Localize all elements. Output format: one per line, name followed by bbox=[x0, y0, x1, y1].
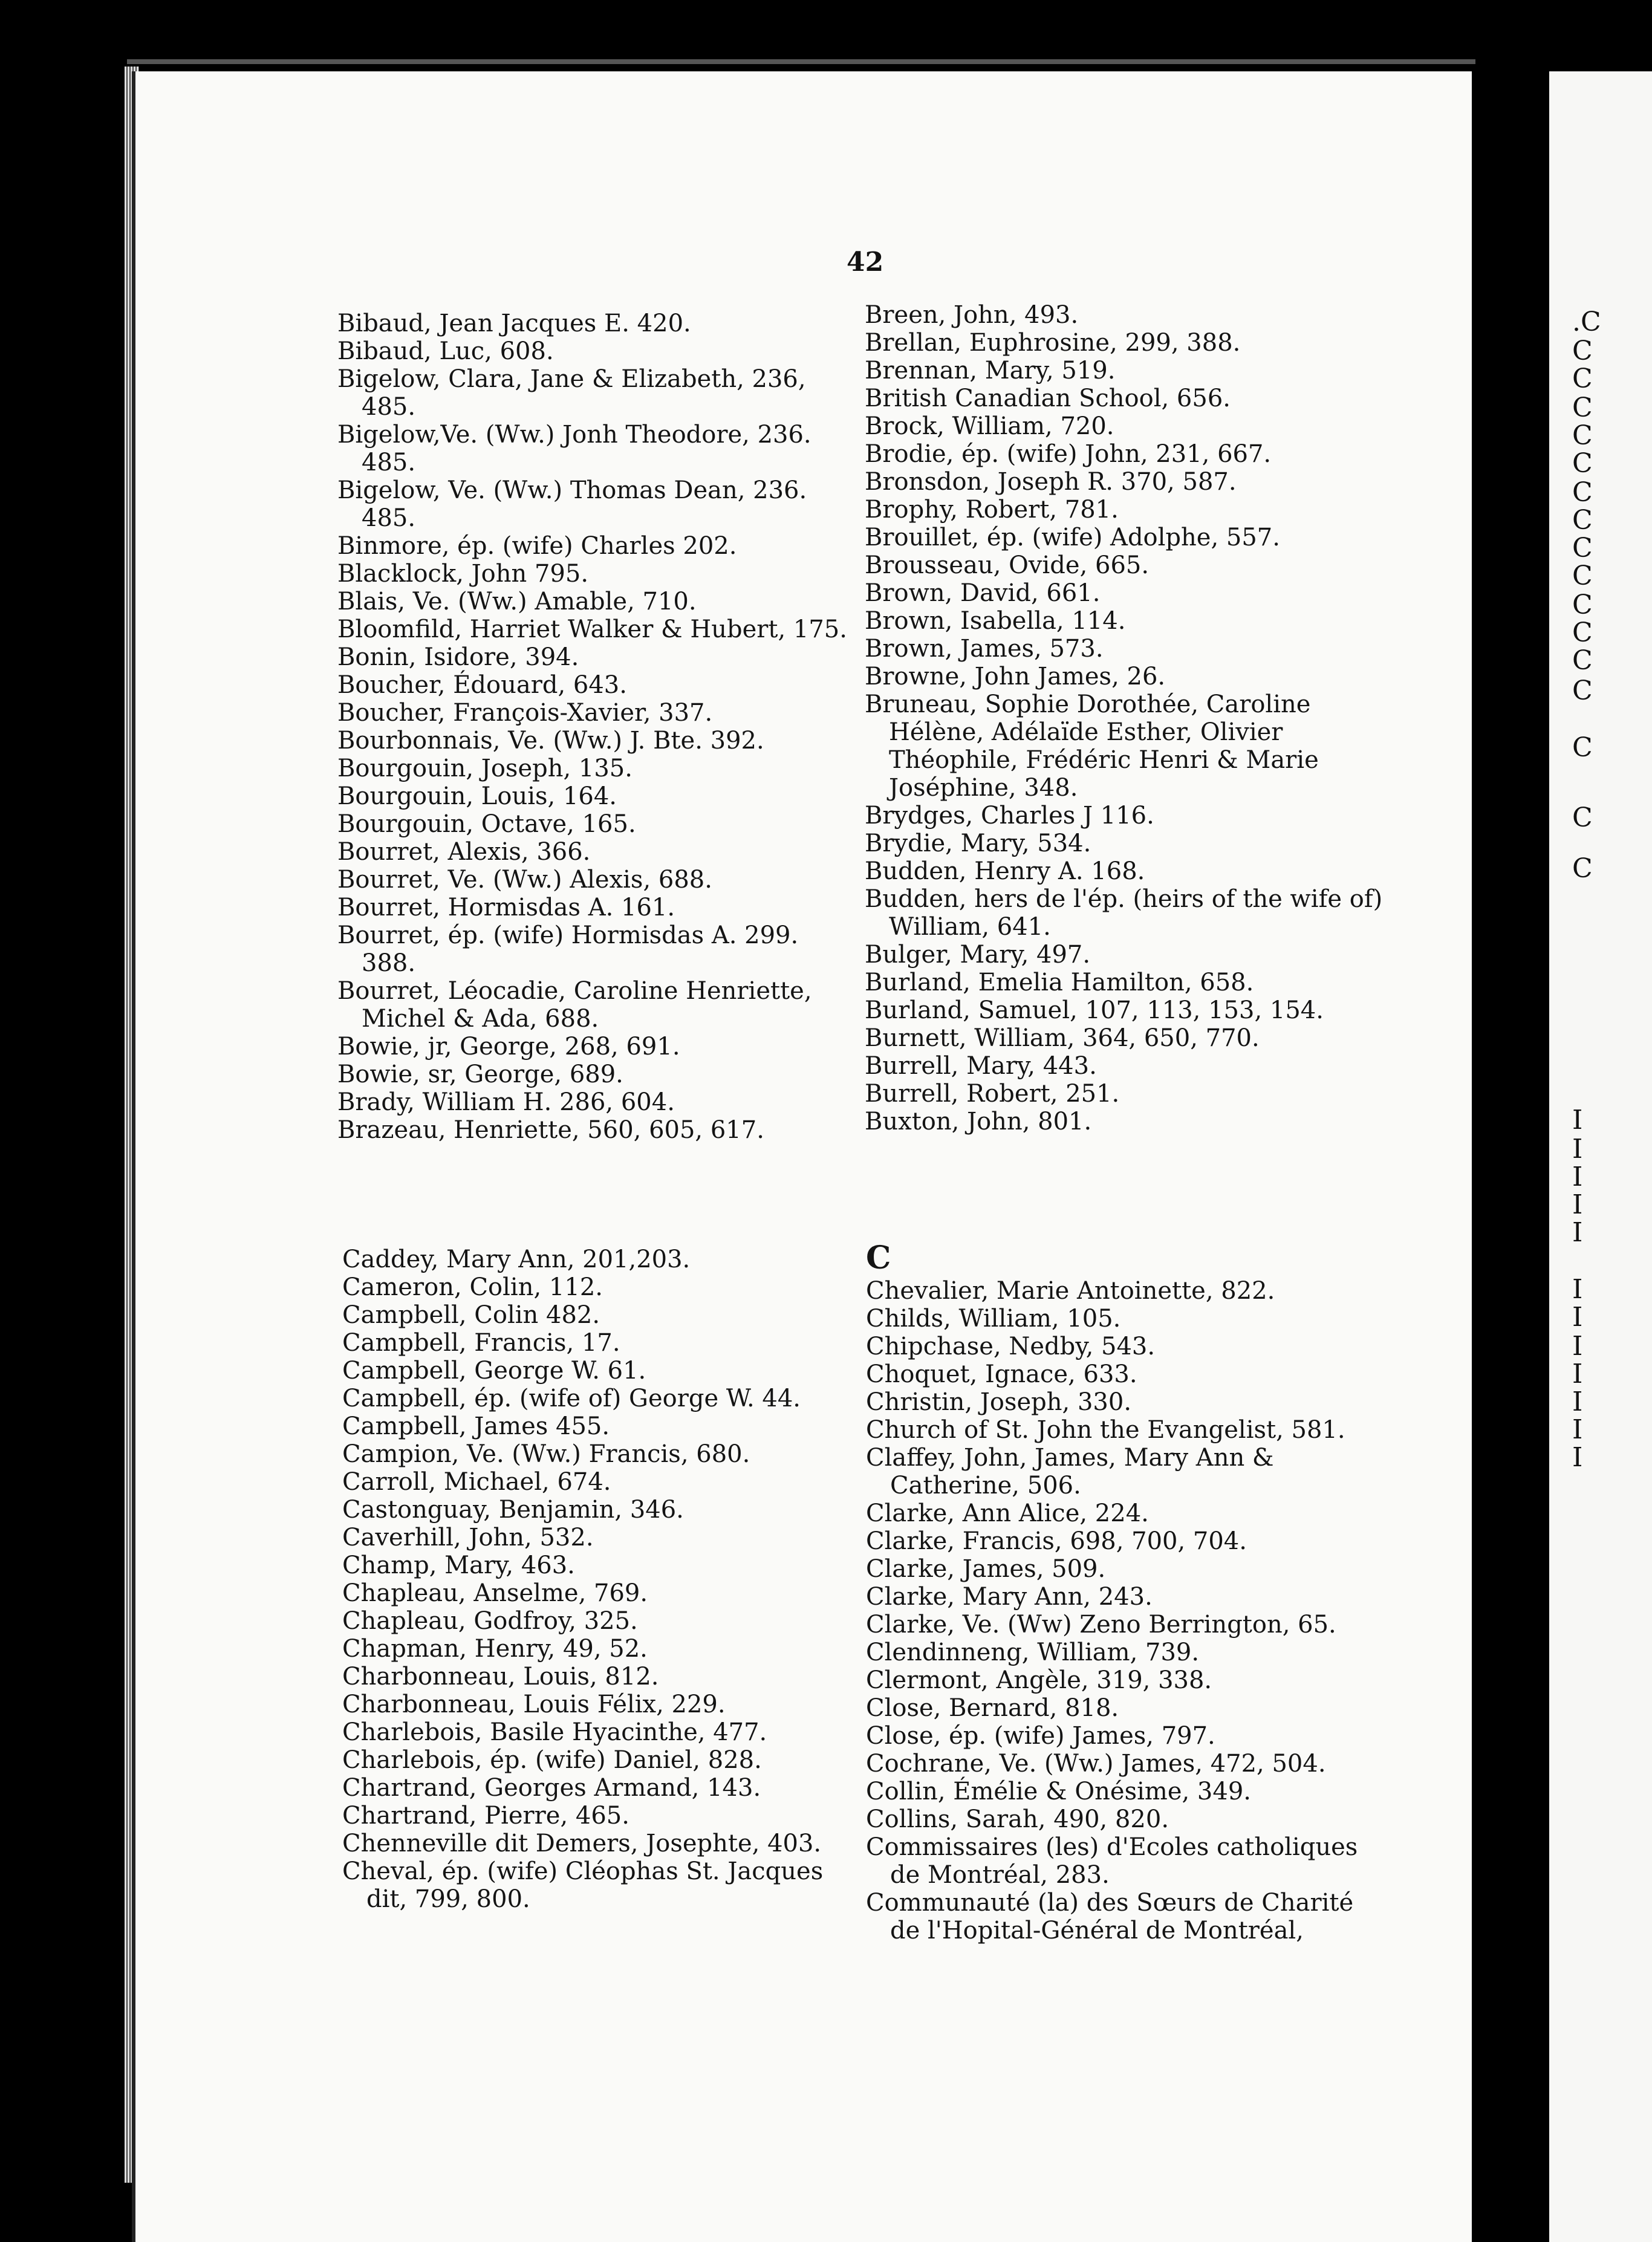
facing-page-fragment: I bbox=[1572, 1134, 1583, 1165]
index-entries-right-bottom bbox=[866, 1277, 1386, 1945]
index-entry: Childs, William, 105. bbox=[866, 1305, 1121, 1333]
index-entry: Brock, William, 720. bbox=[865, 412, 1114, 440]
index-entry: Bibaud, Jean Jacques E. 420. bbox=[337, 310, 691, 337]
facing-page-fragment: I bbox=[1572, 1105, 1583, 1136]
facing-page-fragment: I bbox=[1572, 1217, 1583, 1248]
index-entry: Communauté (la) des Sœurs de Charité de l'Hopital-Général de Montréal, bbox=[866, 1889, 1354, 1945]
index-entry: Cochrane, Ve. (Ww.) James, 472, 504. bbox=[866, 1750, 1326, 1778]
index-entry: Burland, Samuel, 107, 113, 153, 154. bbox=[865, 996, 1324, 1024]
facing-page-fragment: C bbox=[1572, 675, 1593, 706]
index-entry: Claffey, John, James, Mary Ann & Catherine, 506. bbox=[866, 1444, 1274, 1500]
facing-page-fragment: I bbox=[1572, 1442, 1583, 1473]
index-column-left-top bbox=[337, 310, 857, 1144]
index-entry: Choquet, Ignace, 633. bbox=[866, 1360, 1137, 1388]
index-entry: Carroll, Michael, 674. bbox=[342, 1468, 611, 1496]
facing-page-fragment: C bbox=[1572, 732, 1593, 763]
index-entry: Boucher, François-Xavier, 337. bbox=[337, 699, 713, 727]
index-entry: Brousseau, Ovide, 665. bbox=[865, 551, 1150, 579]
index-entry: Bourgouin, Louis, 164. bbox=[337, 782, 617, 810]
index-entry: Campbell, ép. (wife of) George W. 44. bbox=[342, 1385, 801, 1412]
index-entry: Clarke, James, 509. bbox=[866, 1555, 1106, 1583]
index-entry: Bulger, Mary, 497. bbox=[865, 941, 1091, 969]
index-entry: Buxton, John, 801. bbox=[865, 1108, 1092, 1136]
index-entry: Bourret, Alexis, 366. bbox=[337, 838, 591, 866]
index-entry: Charlebois, Basile Hyacinthe, 477. bbox=[342, 1718, 767, 1746]
index-entry: Cheval, ép. (wife) Cléophas St. Jacques dit, 799, 800. bbox=[342, 1857, 824, 1913]
index-entry: Campbell, Colin 482. bbox=[342, 1301, 600, 1329]
index-entry: Charlebois, ép. (wife) Daniel, 828. bbox=[342, 1746, 762, 1774]
index-entry: Chenneville dit Demers, Josephte, 403. bbox=[342, 1830, 822, 1857]
index-entry: Boucher, Édouard, 643. bbox=[337, 671, 627, 699]
facing-page-fragment: I bbox=[1572, 1386, 1583, 1417]
index-entry: Campbell, Francis, 17. bbox=[342, 1329, 620, 1357]
facing-page-edge bbox=[1549, 71, 1652, 2242]
index-entry: Clarke, Mary Ann, 243. bbox=[866, 1583, 1153, 1611]
index-entry: Collin, Émélie & Onésime, 349. bbox=[866, 1778, 1251, 1805]
index-entry: Bourret, Hormisdas A. 161. bbox=[337, 894, 675, 921]
index-entry: Chapman, Henry, 49, 52. bbox=[342, 1635, 648, 1663]
index-entry: Budden, hers de l'ép. (heirs of the wife of) William, 641. bbox=[865, 885, 1383, 941]
index-entry: Bronsdon, Joseph R. 370, 587. bbox=[865, 468, 1237, 496]
index-entry: Burland, Emelia Hamilton, 658. bbox=[865, 969, 1254, 996]
index-entry: Brellan, Euphrosine, 299, 388. bbox=[865, 329, 1241, 357]
index-entry: Brophy, Robert, 781. bbox=[865, 496, 1119, 524]
index-entry: Brazeau, Henriette, 560, 605, 617. bbox=[337, 1116, 764, 1144]
index-column-left-bottom bbox=[342, 1246, 862, 1913]
index-entry: Caddey, Mary Ann, 201,203. bbox=[342, 1246, 691, 1273]
index-entry: Chartrand, Pierre, 465. bbox=[342, 1802, 629, 1830]
index-entry: Bourret, Ve. (Ww.) Alexis, 688. bbox=[337, 866, 712, 894]
index-entry: Bowie, sr, George, 689. bbox=[337, 1061, 623, 1088]
facing-page-fragment: C bbox=[1572, 645, 1593, 676]
index-entry: Brown, David, 661. bbox=[865, 579, 1101, 607]
index-entry: Clermont, Angèle, 319, 338. bbox=[866, 1666, 1212, 1694]
index-entry: Browne, John James, 26. bbox=[865, 663, 1166, 690]
facing-page-fragment: C bbox=[1572, 505, 1593, 536]
index-column-right-top bbox=[865, 301, 1385, 1136]
index-entry: Blais, Ve. (Ww.) Amable, 710. bbox=[337, 588, 697, 616]
facing-page-fragment: C bbox=[1572, 392, 1593, 423]
facing-page-fragment: C bbox=[1572, 590, 1593, 620]
index-entry: Bourgouin, Octave, 165. bbox=[337, 810, 636, 838]
facing-page-fragment: C bbox=[1572, 560, 1593, 591]
facing-page-fragment: C bbox=[1572, 448, 1593, 479]
index-entry: Commissaires (les) d'Ecoles catholiques de Montréal, 283. bbox=[866, 1833, 1358, 1889]
index-entry: Chapleau, Godfroy, 325. bbox=[342, 1607, 638, 1635]
index-entry: Clarke, Ve. (Ww) Zeno Berrington, 65. bbox=[866, 1611, 1336, 1639]
facing-page-fragment: I bbox=[1572, 1302, 1583, 1333]
index-entry: Chartrand, Georges Armand, 143. bbox=[342, 1774, 761, 1802]
facing-page-fragment: C bbox=[1572, 802, 1593, 833]
index-entry: Brown, Isabella, 114. bbox=[865, 607, 1126, 635]
index-entry: Campbell, George W. 61. bbox=[342, 1357, 646, 1385]
index-entry: Bowie, jr, George, 268, 691. bbox=[337, 1033, 680, 1061]
facing-page-fragment: C bbox=[1572, 363, 1593, 394]
index-entry: Clarke, Francis, 698, 700, 704. bbox=[866, 1527, 1247, 1555]
index-entry: Campbell, James 455. bbox=[342, 1412, 610, 1440]
index-entry: Bruneau, Sophie Dorothée, Caroline Hélène, Adélaïde Esther, Olivier Théophile, Frédéric Henri & Marie Joséphine, 348. bbox=[865, 690, 1319, 802]
index-entry: Blacklock, John 795. bbox=[337, 560, 589, 588]
facing-page-fragment: C bbox=[1572, 420, 1593, 451]
index-entry: Brown, James, 573. bbox=[865, 635, 1104, 663]
index-entry: Bigelow, Ve. (Ww.) Thomas Dean, 236. 485. bbox=[337, 476, 807, 532]
facing-page-fragment: C bbox=[1572, 617, 1593, 648]
index-entry: Chapleau, Anselme, 769. bbox=[342, 1579, 648, 1607]
index-column-right-bottom bbox=[866, 1241, 1386, 1945]
facing-page-fragment: C bbox=[1572, 853, 1593, 884]
index-entry: Chevalier, Marie Antoinette, 822. bbox=[866, 1277, 1275, 1305]
facing-page-fragment: I bbox=[1572, 1162, 1583, 1192]
index-entry: Burrell, Robert, 251. bbox=[865, 1080, 1120, 1108]
facing-page-fragment: I bbox=[1572, 1359, 1583, 1389]
index-entry: Bourret, Léocadie, Caroline Henriette, Michel & Ada, 688. bbox=[337, 977, 812, 1033]
index-entry: Clendinneng, William, 739. bbox=[866, 1639, 1200, 1666]
index-entry: Castonguay, Benjamin, 346. bbox=[342, 1496, 684, 1524]
index-entry: Champ, Mary, 463. bbox=[342, 1552, 575, 1579]
index-entry: Brennan, Mary, 519. bbox=[865, 357, 1116, 385]
index-entry: Bigelow, Clara, Jane & Elizabeth, 236, 485. bbox=[337, 365, 806, 421]
index-entry: Bourgouin, Joseph, 135. bbox=[337, 755, 633, 782]
index-entry: Caverhill, John, 532. bbox=[342, 1524, 594, 1552]
index-entry: Christin, Joseph, 330. bbox=[866, 1388, 1132, 1416]
facing-page-fragment: I bbox=[1572, 1414, 1583, 1445]
index-entry: Bourbonnais, Ve. (Ww.) J. Bte. 392. bbox=[337, 727, 764, 755]
index-entry: Brydges, Charles J 116. bbox=[865, 802, 1154, 830]
index-entry: Brydie, Mary, 534. bbox=[865, 830, 1091, 857]
index-entry: Bourret, ép. (wife) Hormisdas A. 299. 388. bbox=[337, 921, 799, 977]
facing-page-fragment: I bbox=[1572, 1189, 1583, 1220]
index-entry: Chipchase, Nedby, 543. bbox=[866, 1333, 1156, 1360]
index-entry: Bibaud, Luc, 608. bbox=[337, 337, 554, 365]
index-entry: Charbonneau, Louis, 812. bbox=[342, 1663, 659, 1691]
index-entry: Cameron, Colin, 112. bbox=[342, 1273, 603, 1301]
index-entry: Brodie, ép. (wife) John, 231, 667. bbox=[865, 440, 1272, 468]
page-gutter bbox=[1472, 71, 1549, 2242]
facing-page-fragment: .C bbox=[1572, 307, 1601, 337]
index-entry: Brouillet, ép. (wife) Adolphe, 557. bbox=[865, 524, 1280, 551]
facing-page-fragment: I bbox=[1572, 1274, 1583, 1305]
page-number: 42 bbox=[847, 247, 884, 278]
index-entry: Church of St. John the Evangelist, 581. bbox=[866, 1416, 1345, 1444]
index-entry: Charbonneau, Louis Félix, 229. bbox=[342, 1691, 726, 1718]
index-entry: Collins, Sarah, 490, 820. bbox=[866, 1805, 1169, 1833]
facing-page-fragment: C bbox=[1572, 477, 1593, 508]
index-entry: Binmore, ép. (wife) Charles 202. bbox=[337, 532, 737, 560]
index-entry: Burnett, William, 364, 650, 770. bbox=[865, 1024, 1260, 1052]
index-entry: Bloomfild, Harriet Walker & Hubert, 175. bbox=[337, 616, 847, 643]
index-entry: Clarke, Ann Alice, 224. bbox=[866, 1500, 1149, 1527]
index-entry: Close, ép. (wife) James, 797. bbox=[866, 1722, 1215, 1750]
section-letter-heading: C bbox=[866, 1240, 891, 1276]
index-entry: Brady, William H. 286, 604. bbox=[337, 1088, 675, 1116]
index-entry: British Canadian School, 656. bbox=[865, 385, 1231, 412]
index-entry: Budden, Henry A. 168. bbox=[865, 857, 1145, 885]
facing-page-fragment: I bbox=[1572, 1331, 1583, 1362]
facing-page-fragment: C bbox=[1572, 533, 1593, 564]
index-entry: Bonin, Isidore, 394. bbox=[337, 643, 579, 671]
index-entry: Close, Bernard, 818. bbox=[866, 1694, 1119, 1722]
index-entry: Burrell, Mary, 443. bbox=[865, 1052, 1097, 1080]
index-entry: Breen, John, 493. bbox=[865, 301, 1079, 329]
index-entry: Bigelow,Ve. (Ww.) Jonh Theodore, 236. 485. bbox=[337, 421, 811, 476]
index-entry: Campion, Ve. (Ww.) Francis, 680. bbox=[342, 1440, 750, 1468]
facing-page-fragment: C bbox=[1572, 336, 1593, 366]
